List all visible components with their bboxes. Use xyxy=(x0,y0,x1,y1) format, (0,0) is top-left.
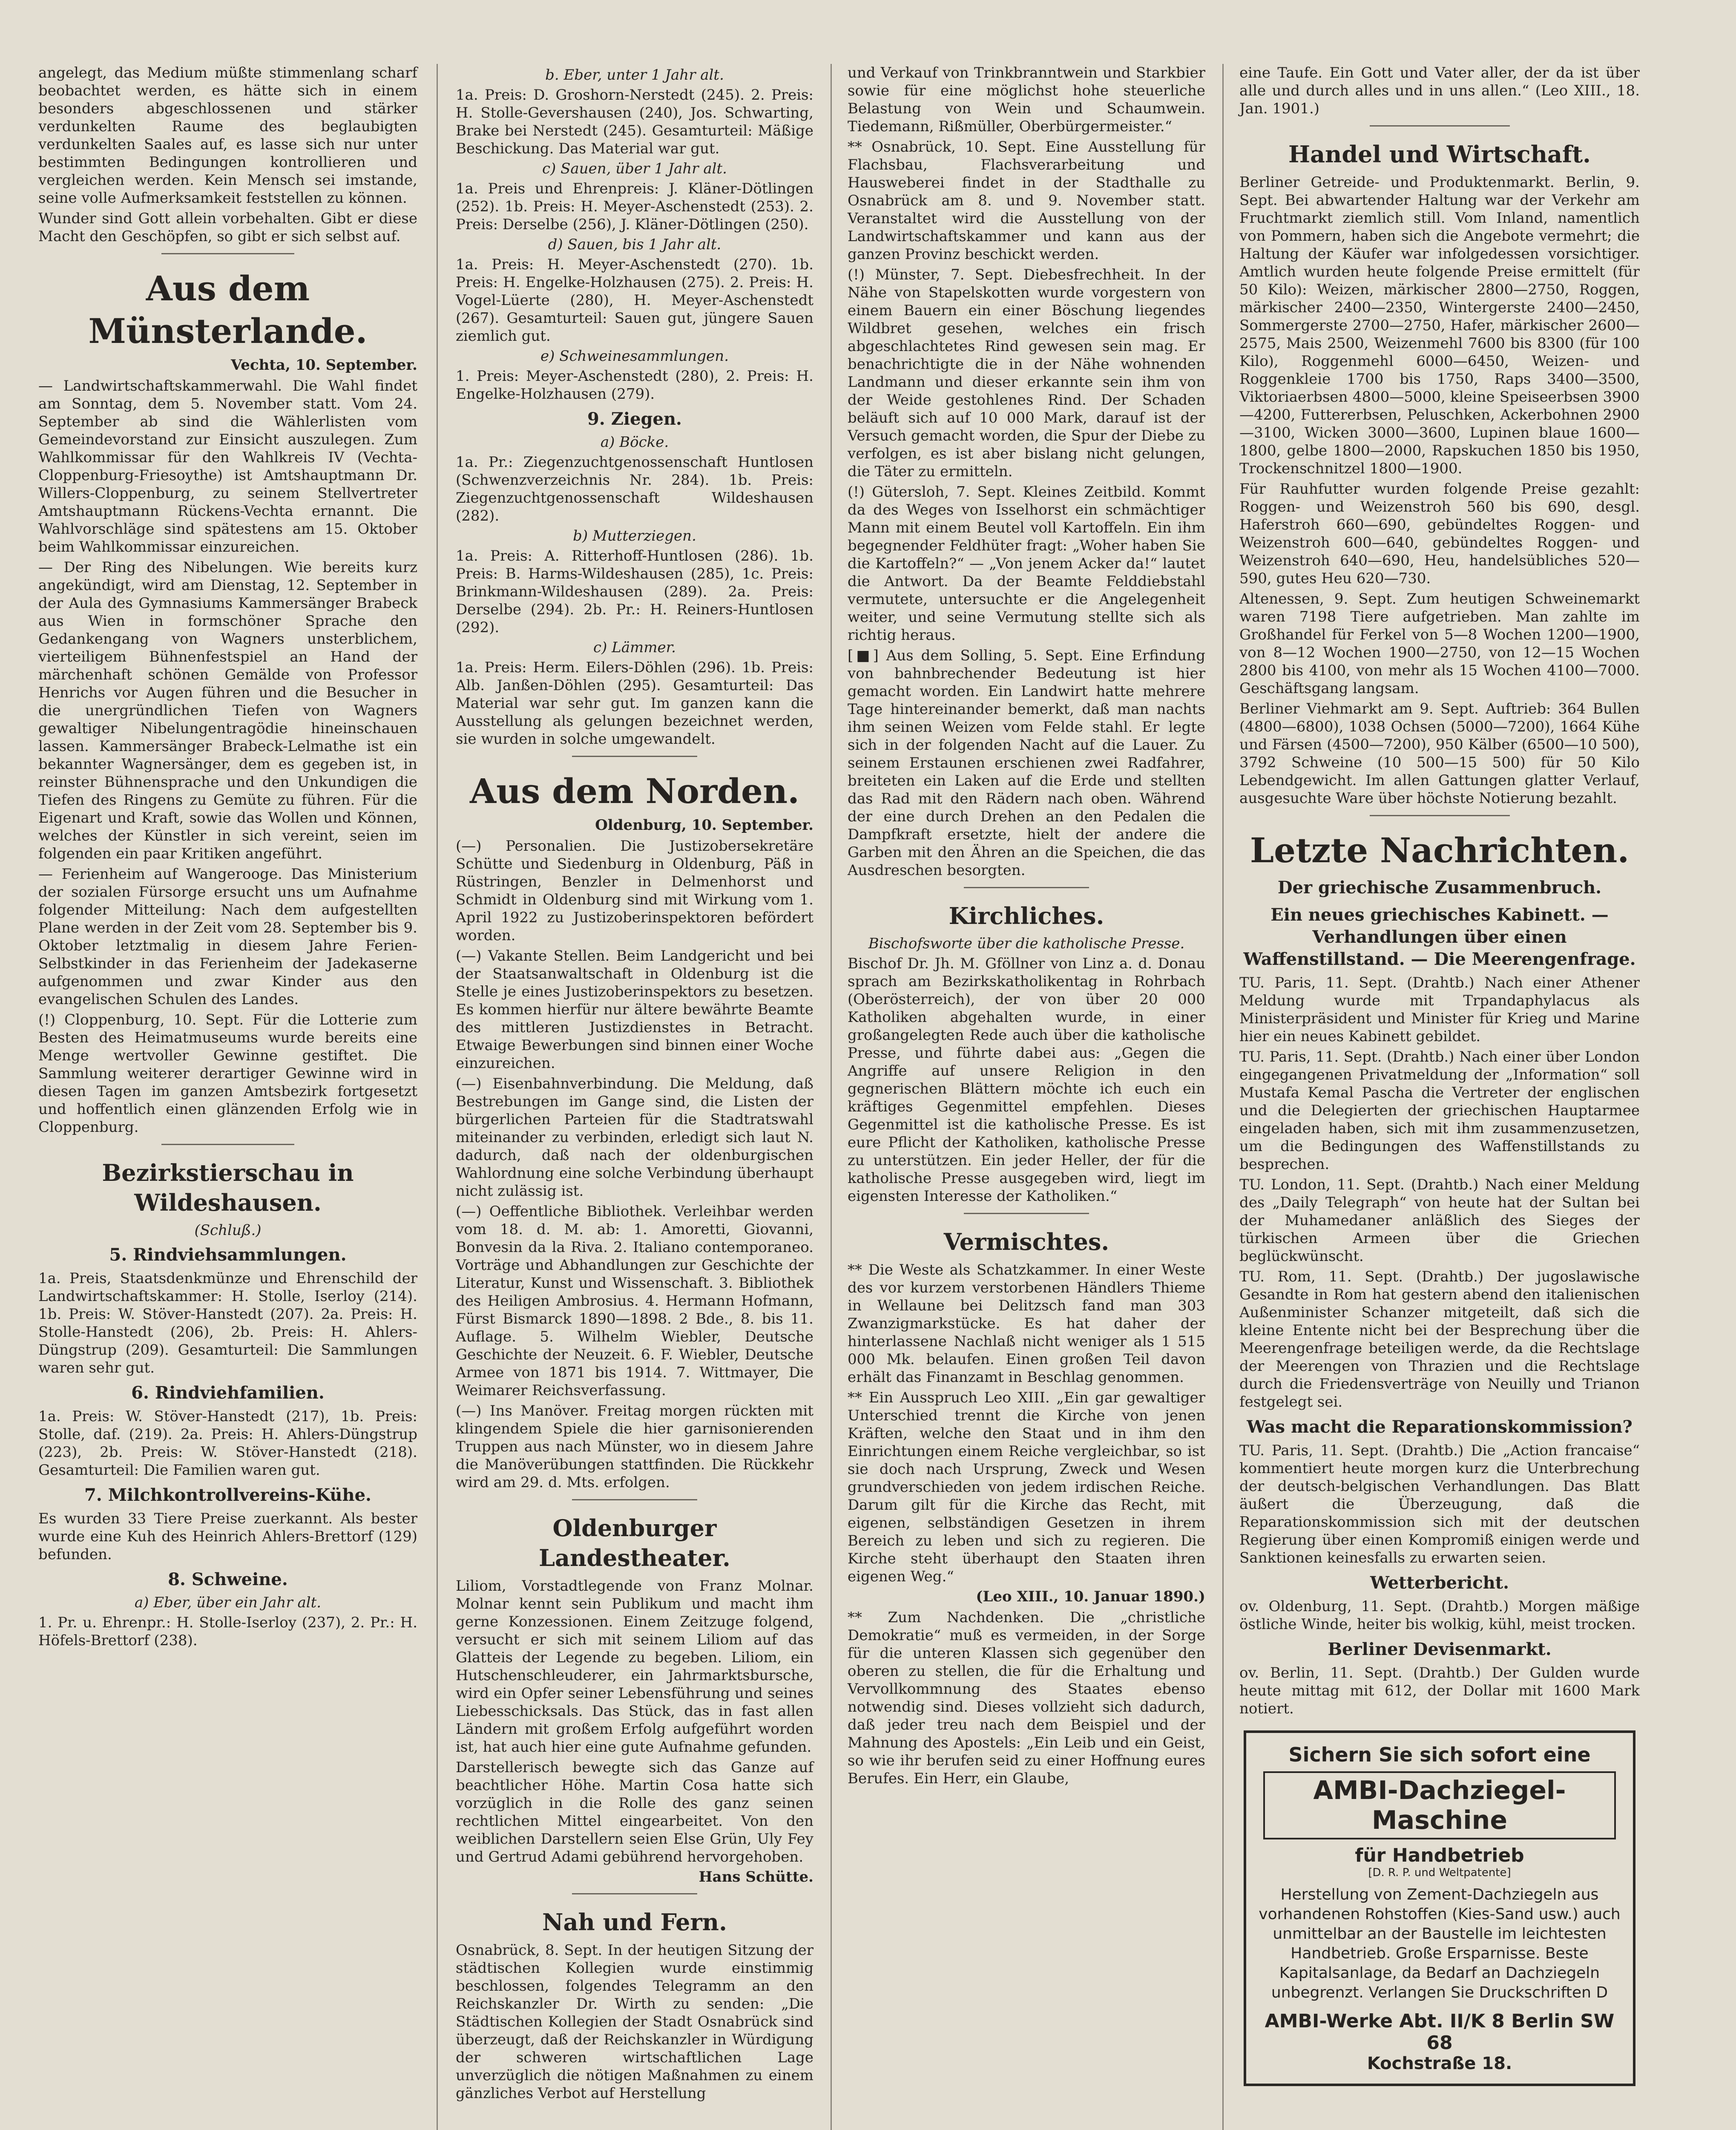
article-text: Liliom, Vorstadtlegende von Franz Molnar. Molnar kennt sein Publikum und macht ihm gerne Konzessionen. Einem Zeitzuge folgend, versucht er sich mit seinem Liliom auf das Glatteis der Legende zu begeben. Liliom, ein Hutschenschleuderer, ein Jahrmarktsbursche, wird ein Opfer seiner Lebensführung und seines Liebesschicksals. Das Stück, das in fast allen Ländern mit großem Erfolg aufgeführt worden ist, hat auch hier eine gute Aufnahme gefunden. xyxy=(456,1577,813,1756)
section-heading-theater: Oldenburger Landestheater. xyxy=(539,1514,730,1572)
ad-address: Kochstraße 18. xyxy=(1367,2054,1512,2073)
subheading: 5. Rindviehsammlungen. xyxy=(109,1245,347,1265)
subheading: Ein neues griechisches Kabinett. — Verhandlungen über einen Waffenstillstand. — Die Meerengenfrage. xyxy=(1243,905,1636,969)
article-text: — Der Ring des Nibelungen. Wie bereits kurz angekündigt, wird am Dienstag, 12. September in der Aula des Gymnasiums Kammersänger Brabeck aus Wien in formschöner Sprache den Gedankengang von Wagners unsterblichem, vierteiligem Bühnenfestspiel an Hand der märchenhaft schönen Gemälde von Professor Henrichs vor Augen führen und die Besucher in die unergründlichen Tiefen von Wagners gewaltiger Nibelungentragödie hineinschauen lassen. Kammersänger Brabeck-Lelmathe ist ein bekannter Wagnersänger, dem es gegeben ist, in reinster Bühnensprache und den Unkundigen die Tiefen des Ringens zu Gemüte zu führen. Für die Eigenart und Kraft, sowie das Wollen und Können, welches der Künstler in sich vereint, seien im folgenden ein paar Kritiken angeführt. xyxy=(38,559,417,862)
article-text: ** Osnabrück, 10. Sept. Eine Ausstellung für Flachsbau, Flachsverarbeitung und Hausweberei findet in der Stadthalle zu Osnabrück am 8. und 9. November statt. Veranstaltet wird die Ausstellung von der Landwirtschaftskammer und kann aus der ganzen Provinz beschickt werden. xyxy=(848,138,1205,263)
ad-line: [D. R. P. und Weltpatente] xyxy=(1368,1866,1511,1879)
column-rule xyxy=(1222,64,1224,2130)
article-text: und Verkauf von Trinkbranntwein und Starkbier sowie für eine möglichst hohe steuerliche Belastung von Wein und Schaumwein. Tiedemann, Rißmüller, Oberbürgermeister.“ xyxy=(848,64,1205,135)
separator xyxy=(572,1499,697,1500)
section-heading-nahfern: Nah und Fern. xyxy=(542,1908,727,1936)
separator xyxy=(1370,125,1510,127)
subheading: Berliner Devisenmarkt. xyxy=(1328,1639,1552,1659)
subheading: b) Mutterziegen. xyxy=(573,527,696,544)
section-heading-tierschau: Bezirkstierschau in Wildeshausen. xyxy=(102,1159,354,1216)
article-text: Berliner Getreide- und Produktenmarkt. Berlin, 9. Sept. Bei abwartender Haltung war der Verkehr am Fruchtmarkt ziemlich still. Vom Inland, namentlich von Pommern, haben sich die Angebote vermehrt; die Haltung der Käufer war infolgedessen vorsichtiger. Amtlich wurden heute folgende Preise ermittelt (für 50 Kilo): Weizen, märkischer 2800—2750, Roggen, märkischer 2400—2350, Wintergerste 2400—2450, Sommergerste 2700—2750, Hafer, märkischer 2600—2575, Mais 2500, Weizenmehl 7600 bis 8300 (für 100 Kilo), Roggenmehl 6000—6450, Weizen- und Roggenkleie 1700 bis 1750, Raps 3400—3500, Viktoriaerbsen 4800—5000, kleine Speiseerbsen 3900—4200, Futtererbsen, Peluschken, Ackerbohnen 2900—3100, Wicken 3000—3600, Lupinen blaue 1600—1800, gelbe 1800—2000, Rapskuchen 1850 bis 1950, Trockenschnitzel 1800—1900. xyxy=(1239,174,1640,477)
article-text: (—) Eisenbahnverbindung. Die Meldung, daß Bestrebungen im Gange sind, die Listen der bürgerlichen Parteien für die Stadtratswahl miteinander zu verbinden, erledigt sich laut N. dadurch, daß nach der oldenburgischen Wahlordnung eine solche Verbindung überhaupt nicht zulässig ist. xyxy=(456,1075,813,1200)
article-text: Bischof Dr. Jh. M. Gföllner von Linz a. d. Donau sprach am Bezirkskatholikentag in Rohrbach (Oberösterreich), der von über 20 000 Katholiken abgehalten wurde, in einer großangelegten Rede auch über die katholische Presse, und führte dabei aus: „Gegen die Angriffe auf unsere Religion in den gegnerischen Blättern möchte ich euch ein kräftiges Gegenmittel empfehlen. Dieses Gegenmittel ist die katholische Presse. Es ist eure Pflicht der Katholiken, katholische Presse zu unterstützen. Ein jeder Heller, der für die katholische Presse ausgegeben wird, liegt im eigensten Interesse der Katholiken.“ xyxy=(848,955,1205,1205)
article-text: (—) Oeffentliche Bibliothek. Verleihbar werden vom 18. d. M. ab: 1. Amoretti, Giovanni, Bonvesin da la Riva. 2. Italiano contemporaneo. Vorträge und Abhandlungen zur Geschichte der Literatur, Kunst und Wissenschaft. 3. Bibliothek des Heiligen Ambrosius. 4. Hermann Hofmann, Fürst Bismarck 1890—1898. 2 Bde., 8. bis 11. Auflage. 5. Wilhelm Wiebler, Deutsche Geschichte der Neuzeit. 6. F. Wiebler, Deutsche Armee von 1871 bis 1914. 7. Wittmayer, Die Weimarer Reichsverfassung. xyxy=(456,1203,813,1399)
article-text: 1a. Preis, Staatsdenkmünze und Ehrenschild der Landwirtschaftskammer: H. Stolle, Iserloy (214). 1b. Preis: W. Stöver-Hanstedt (207). 2a. Preis: H. Stolle-Hanstedt (206), 2b. Preis: H. Ahlers-Düngstrup (209). Gesamturteil: Die Sammlungen waren sehr gut. xyxy=(38,1270,417,1376)
subheading: a) Böcke. xyxy=(600,434,669,451)
subheading: (Schluß.) xyxy=(194,1222,262,1239)
separator xyxy=(1370,815,1510,816)
article-text: — Ferienheim auf Wangerooge. Das Ministerium der sozialen Fürsorge ersucht uns um Aufnahme folgender Mitteilung: Nach dem aufgestellten Plane werden in der Zeit vom 28. September bis 9. Oktober letztmalig in diesem Jahre Ferien-Selbstkinder in das Ferienheim der Jadekaserne aufgenommen und zwar Kinder aus den evangelischen Schulen des Landes. xyxy=(38,866,417,1008)
article-text: TU. Paris, 11. Sept. (Drahtb.) Die „Action francaise“ kommentiert heute morgen kurz die Unterbrechung der deutsch-belgischen Verhandlungen. Das Blatt äußert die Überzeugung, daß die Reparationskommission sich mit der deutschen Regierung über einen Kompromiß einigen werde und Sanktionen keinesfalls zu erwarten seien. xyxy=(1239,1442,1640,1566)
subheading: 7. Milchkontrollvereins-Kühe. xyxy=(84,1485,371,1505)
article-text: (—) Personalien. Die Justizobersekretäre Schütte und Siedenburg in Oldenburg, Päß in Rüstringen, Benzler in Delmenhorst und Schmidt in Oldenburg sind mit Wirkung vom 1. April 1922 zu Justizoberinspektoren befördert worden. xyxy=(456,838,813,944)
article-text: 1a. Preis: D. Groshorn-Nerstedt (245). 2. Preis: H. Stolle-Gevershausen (240), Jos. Schwarting, Brake bei Nerstedt (245). Gesamturteil: Mäßige Beschickung. Das Material war gut. xyxy=(456,86,813,157)
subheading: b. Eber, unter 1 Jahr alt. xyxy=(545,66,724,83)
article-text: Berliner Viehmarkt am 9. Sept. Auftrieb: 364 Bullen (4800—6800), 1038 Ochsen (5000—7200), 1664 Kühe und Färsen (4500—7200), 950 Kälber (6500—10 500), 3792 Schweine (10 500—15 500) für 50 Kilo Lebendgewicht. Im allen Gattungen glatter Verlauf, ausgesuchte Ware über höchste Notierung bezahlt. xyxy=(1239,700,1640,807)
dateline: Vechta, 10. September. xyxy=(230,357,417,374)
article-text: ** Zum Nachdenken. Die „christliche Demokratie“ muß es vermeiden, in der Sorge für die unteren Klassen sich gegenüber den oberen zu stellen, die für die Erhaltung und Vervollkommnung des Staates ebenso notwendig sind. Dieses vollzieht sich dadurch, daß jeder treu nach dem Beispiel und der Mahnung des Apostels: „Ein Leib und ein Geist, so wie ihr berufen seid zu einer Hoffnung eures Berufes. Ein Herr, ein Glaube, xyxy=(848,1609,1205,1787)
article-text: 1. Preis: Meyer-Aschenstedt (280), 2. Preis: H. Engelke-Holzhausen (279). xyxy=(456,368,813,403)
separator xyxy=(964,887,1089,888)
article-text: angelegt, das Medium müßte stimmenlang scharf beobachtet werden, es hätte sich in einem besonders abgeschlossenen und stärker verdunkelten Raume des beglaubigten verdunkelten Saales auf, es lasse sich nur unter bestimmten Bedingungen kontrollieren und vergleichen werden. Kein Mensch sei imstande, seine volle Aufmerksamkeit feststellen zu können. xyxy=(38,64,417,207)
column-1 xyxy=(26,64,430,2130)
subheading: Bischofsworte über die katholische Presse. xyxy=(868,935,1185,952)
subheading: c) Lämmer. xyxy=(593,639,676,656)
subheading: Wetterbericht. xyxy=(1370,1573,1509,1593)
article-text: 1a. Preis: H. Meyer-Aschenstedt (270). 1b. Preis: H. Engelke-Holzhausen (275). 2. Preis: H. Vogel-Lüerte (280), H. Meyer-Aschenstedt (267). Gesamturteil: Sauen gut, jüngere Sauen ziemlich gut. xyxy=(456,256,813,345)
article-text: TU. London, 11. Sept. (Drahtb.) Nach einer Meldung des „Daily Telegraph“ von heute hat der Sultan bei der Muhamedaner anläßlich des Sieges der türkischen Armeen über die Griechen beglückwünscht. xyxy=(1239,1176,1640,1265)
signature: Hans Schütte. xyxy=(698,1868,813,1885)
article-text: 1. Pr. u. Ehrenpr.: H. Stolle-Iserloy (237), 2. Pr.: H. Höfels-Brettorf (238). xyxy=(38,1614,417,1649)
subheading: 9. Ziegen. xyxy=(587,409,682,429)
article-text: (!) Münster, 7. Sept. Diebesfrechheit. In der Nähe von Stapelskotten wurde vorgestern von einem Bauern ein einer Böschung liegendes Wildbret gesehen, welches ein frisch abgeschlachtetes Rind gewesen sein mag. Er benachrichtigte die in der Nähe wohnenden Landmann und dieser erkannte sein ihm von der Weide gestohlenes Rind. Der Schaden beläuft sich auf 10 000 Mark, darauf ist der Versuch gemacht worden, die Spur der Diebe zu verfolgen, es ist aber bislang nicht gelungen, die Täter zu ermitteln. xyxy=(848,266,1205,480)
article-text: ov. Berlin, 11. Sept. (Drahtb.) Der Gulden wurde heute mittag mit 612, der Dollar mit 1600 Mark notiert. xyxy=(1239,1664,1640,1717)
section-heading-norden: Aus dem Norden. xyxy=(470,771,799,811)
article-text: Altenessen, 9. Sept. Zum heutigen Schweinemarkt waren 7198 Tiere aufgetrieben. Man zahlte im Großhandel für Ferkel von 5—8 Wochen 1200—1900, von 8—12 Wochen 1900—2750, von 12—15 Wochen 2800 bis 4100, von mehr als 15 Wochen 4100—7000. Geschäftsgang langsam. xyxy=(1239,590,1640,697)
ad-body: Herstellung von Zement-Dachziegeln aus vorhandenen Rohstoffen (Kies-Sand usw.) auch unmittelbar an der Baustelle im leichtesten Handbetrieb. Große Ersparnisse. Beste Kapitalsanlage, da Bedarf an Dachziegeln unbegrenzt. Verlangen Sie Druckschriften D xyxy=(1259,1886,1621,2001)
advertisement xyxy=(1244,1730,1635,2086)
section-heading-muensterland: Aus dem Münsterlande. xyxy=(88,268,368,351)
separator xyxy=(161,1144,294,1145)
article-text: (—) Vakante Stellen. Beim Landgericht und bei der Staatsanwaltschaft in Oldenburg ist die Stelle je eines Justizoberinspektors zu besetzen. Es kommen hierfür nur ältere bewährte Beamte des mittleren Justizdienstes in Betracht. Etwaige Bewerbungen sind binnen einer Woche einzureichen. xyxy=(456,947,813,1072)
article-text: Osnabrück, 8. Sept. In der heutigen Sitzung der städtischen Kollegien wurde einstimmig beschlossen, folgendes Telegramm an den Reichskanzler Dr. Wirth zu senden: „Die Städtischen Kollegien der Stadt Osnabrück sind überzeugt, daß der Reichskanzler in Würdigung der schweren wirtschaftlichen Lage unverzüglich die nötigen Maßnahmen zu einem gänzliches Verbot auf Herstellung xyxy=(456,1942,813,2102)
ad-company: AMBI-Werke Abt. II/K 8 Berlin SW 68 xyxy=(1265,2010,1615,2054)
article-text: TU. Paris, 11. Sept. (Drahtb.) Nach einer über London eingegangenen Privatmeldung der „Information“ soll Mustafa Kemal Pascha die Vertreter der englischen und die Delegierten der griechischen Hauptarmee eingeladen haben, sich mit ihm zusammenzusetzen, um die Bedingungen des Waffenstillstands zu besprechen. xyxy=(1239,1048,1640,1173)
column-4 xyxy=(1227,64,1653,2130)
section-heading-letzte: Letzte Nachrichten. xyxy=(1250,830,1630,870)
subheading: Der griechische Zusammenbruch. xyxy=(1277,878,1602,898)
subheading: d) Sauen, bis 1 Jahr alt. xyxy=(548,236,721,253)
article-text: TU. Paris, 11. Sept. (Drahtb.) Nach einer Athener Meldung wurde mit Trpandaphylacus als Ministerpräsident und Minister für Krieg und Marine hier ein neues Kabinett gebildet. xyxy=(1239,974,1640,1045)
article-text: Es wurden 33 Tiere Preise zuerkannt. Als bester wurde eine Kuh des Heinrich Ahlers-Brettorf (129) befunden. xyxy=(38,1510,417,1563)
section-heading-vermischtes: Vermischtes. xyxy=(943,1228,1109,1255)
article-text: Für Rauhfutter wurden folgende Preise gezahlt: Roggen- und Weizenstroh 560 bis 690, desgl. Haferstroh 660—690, gebündeltes Roggen- und Weizenstroh 600—640, gebündeltes Roggen- und Weizenstroh 640—690, Heu, handelsübliches 520—590, gutes Heu 620—730. xyxy=(1239,481,1640,587)
ad-line: Sichern Sie sich sofort eine xyxy=(1288,1743,1591,1766)
separator xyxy=(572,756,697,757)
article-text: 1a. Pr.: Ziegenzuchtgenossenschaft Huntlosen (Schwenzverzeichnis Nr. 284). 1b. Preis: Ziegenzuchtgenossenschaft Wildeshausen (282). xyxy=(456,454,813,524)
separator xyxy=(964,1213,1089,1214)
article-text: eine Taufe. Ein Gott und Vater aller, der da ist über alle und durch alles und in uns allen.“ (Leo XIII., 18. Jan. 1901.) xyxy=(1239,64,1640,117)
article-text: ov. Oldenburg, 11. Sept. (Drahtb.) Morgen mäßige östliche Winde, heiter bis wolkig, kühl, meist trocken. xyxy=(1239,1598,1640,1633)
column-2 xyxy=(443,64,826,2130)
subheading: a) Eber, über ein Jahr alt. xyxy=(134,1594,322,1611)
article-text: Darstellerisch bewegte sich das Ganze auf beachtlicher Höhe. Martin Cosa hatte sich vorzüglich in die Rolle des ganz seinen rechtlichen Mittel eingearbeitet. Von den weiblichen Darstellern seien Else Grün, Uly Fey und Gertrud Adami gebührend hervorgehoben. xyxy=(456,1759,813,1865)
column-rule xyxy=(831,64,832,2130)
article-text: (—) Ins Manöver. Freitag morgen rückten mit klingendem Spiele die hier garnisonierenden Truppen aus nach Münster, wo in diesem Jahre die Manöverübungen stattfinden. Die Rückkehr wird am 29. d. Mts. erfolgen. xyxy=(456,1402,813,1491)
article-text: 1a. Preis und Ehrenpreis: J. Kläner-Dötlingen (252). 1b. Preis: H. Meyer-Aschenstedt (253). 2. Preis: Derselbe (256), J. Kläner-Dötlingen (250). xyxy=(456,180,813,233)
separator xyxy=(161,253,294,254)
article-text: ** Die Weste als Schatzkammer. In einer Weste des vor kurzem verstorbenen Händlers Thieme in Wellaune bei Delitzsch fand man 303 Zwanzigmarkstücke. Es hat daher der hinterlassene Nachlaß nicht weniger als 1 515 000 Mk. belaufen. Einen großen Teil davon erhält das Finanzamt in Beschlag genommen. xyxy=(848,1261,1205,1386)
column-rule xyxy=(437,64,438,2130)
subheading: e) Schweinesammlungen. xyxy=(540,348,729,365)
subheading: 8. Schweine. xyxy=(168,1569,288,1589)
article-text: — Landwirtschaftskammerwahl. Die Wahl findet am Sonntag, dem 5. November statt. Vom 24. September ab sind die Wählerlisten vom Gemeindevorstand zur Einsicht auszulegen. Zum Wahlkommissar für den Wahlkreis IV (Vechta-Cloppenburg-Friesoythe) ist Amtshauptmann Dr. Willers-Cloppenburg, zu seinem Stellvertreter Amtshauptmann Rückens-Vechta ernannt. Die Wahlvorschläge sind spätestens am 15. Oktober beim Wahlkommissar einzureichen. xyxy=(38,377,417,556)
article-text: 1a. Preis: Herm. Eilers-Döhlen (296). 1b. Preis: Alb. Janßen-Döhlen (295). Gesamturteil: Das Material war sehr gut. Im ganzen kann die Ausstellung als gelungen bezeichnet werden, sie wurden in solche umgewandelt. xyxy=(456,659,813,748)
ad-product-name: AMBI-Dachziegel-Maschine xyxy=(1263,1771,1616,1839)
separator xyxy=(572,1893,697,1894)
article-text: 1a. Preis: W. Stöver-Hanstedt (217), 1b. Preis: Stolle, daf. (219). 2a. Preis: H. Ahlers-Düngstrup (223), 2b. Preis: W. Stöver-Hanstedt (218). Gesamturteil: Die Familien waren gut. xyxy=(38,1408,417,1479)
article-text: (!) Gütersloh, 7. Sept. Kleines Zeitbild. Kommt da des Weges von Isselhorst ein schmächtiger Mann mit einem Beutel voll Kartoffeln. Ein ihm begegnender Feldhüter fragt: „Woher haben Sie die Kartoffeln?“ — „Von jenem Acker da!“ lautet die Antwort. Da der Beamte Felddiebstahl vermutete, untersuchte er die Angelegenheit weiter, und seine Vermutung stellte sich als richtig heraus. xyxy=(848,484,1205,644)
subheading: c) Sauen, über 1 Jahr alt. xyxy=(542,160,727,177)
subheading: Was macht die Reparationskommission? xyxy=(1247,1417,1633,1437)
dateline: Oldenburg, 10. September. xyxy=(595,817,813,834)
subheading: 6. Rindviehfamilien. xyxy=(131,1383,325,1403)
section-heading-handel: Handel und Wirtschaft. xyxy=(1288,141,1591,168)
section-heading-kirchliches: Kirchliches. xyxy=(948,902,1104,930)
article-text: 1a. Preis: A. Ritterhoff-Huntlosen (286). 1b. Preis: B. Harms-Wildeshausen (285), 1c. Preis: Brinkmann-Wildeshausen (289). 2a. Preis: Derselbe (294). 2b. Pr.: H. Reiners-Huntlosen (292). xyxy=(456,547,813,636)
article-text: TU. Rom, 11. Sept. (Drahtb.) Der jugoslawische Gesandte in Rom hat gestern abend den italienischen Außenminister Schanzer mitgeteilt, daß sich die kleine Entente nicht bei der Besprechung über die Meerengenfrage beteiligen werde, da die Rechtslage der Meerengen von Thrazien und die Rechtslage durch die Friedensverträge von Neuilly und Trianon festgelegt sei. xyxy=(1239,1268,1640,1410)
article-text: Wunder sind Gott allein vorbehalten. Gibt er diese Macht den Geschöpfen, so gibt er sich selbst auf. xyxy=(38,210,417,245)
article-text: (!) Cloppenburg, 10. Sept. Für die Lotterie zum Besten des Heimatmuseums wurde bereits eine Menge wertvoller Gewinne gestiftet. Die Sammlung weiterer derartiger Gewinne wird in diesen Tagen im ganzen Amtsbezirk fortgesetzt und hoffentlich einen glänzenden Erfolg wie in Cloppenburg. xyxy=(38,1011,417,1136)
column-3 xyxy=(835,64,1218,2130)
article-text: ** Ein Ausspruch Leo XIII. „Ein gar gewaltiger Unterschied trennt die Kirche von jenen Kräften, welche den Staat und in ihm den Einrichtungen einem Reiche vergleichbar, so ist sie doch nach Ursprung, Zweck und Wesen grundverschieden von jedem irdischen Reiche. Darum gilt für die Kirche das Recht, mit eigenen, selbständigen Gesetzen in ihrem Bereich zu leben und sich zu regieren. Die Kirche steht überhaupt den Staaten ihren eigenen Weg.“ xyxy=(848,1389,1205,1585)
signature: (Leo XIII., 10. Januar 1890.) xyxy=(976,1588,1205,1605)
article-text: [■] Aus dem Solling, 5. Sept. Eine Erfindung von bahnbrechender Bedeutung ist hier gemacht worden. Ein Landwirt hatte mehrere Tage hintereinander bemerkt, daß man nachts ihm seinen Weizen vom Felde stahl. Er legte sich in der folgenden Nacht auf die Lauer. Zu seinem Erstaunen erschienen zwei Radfahrer, breiteten ein Laken auf die Erde und stellten das Rad mit den Rädern nach oben. Während der eine durch Drehen an den Pedalen die Dampfkraft ersetzte, hielt der andere die Garben mit den Ähren an die Speichen, die das Ausdreschen besorgten. xyxy=(848,647,1205,879)
ad-line: für Handbetrieb xyxy=(1355,1845,1524,1866)
